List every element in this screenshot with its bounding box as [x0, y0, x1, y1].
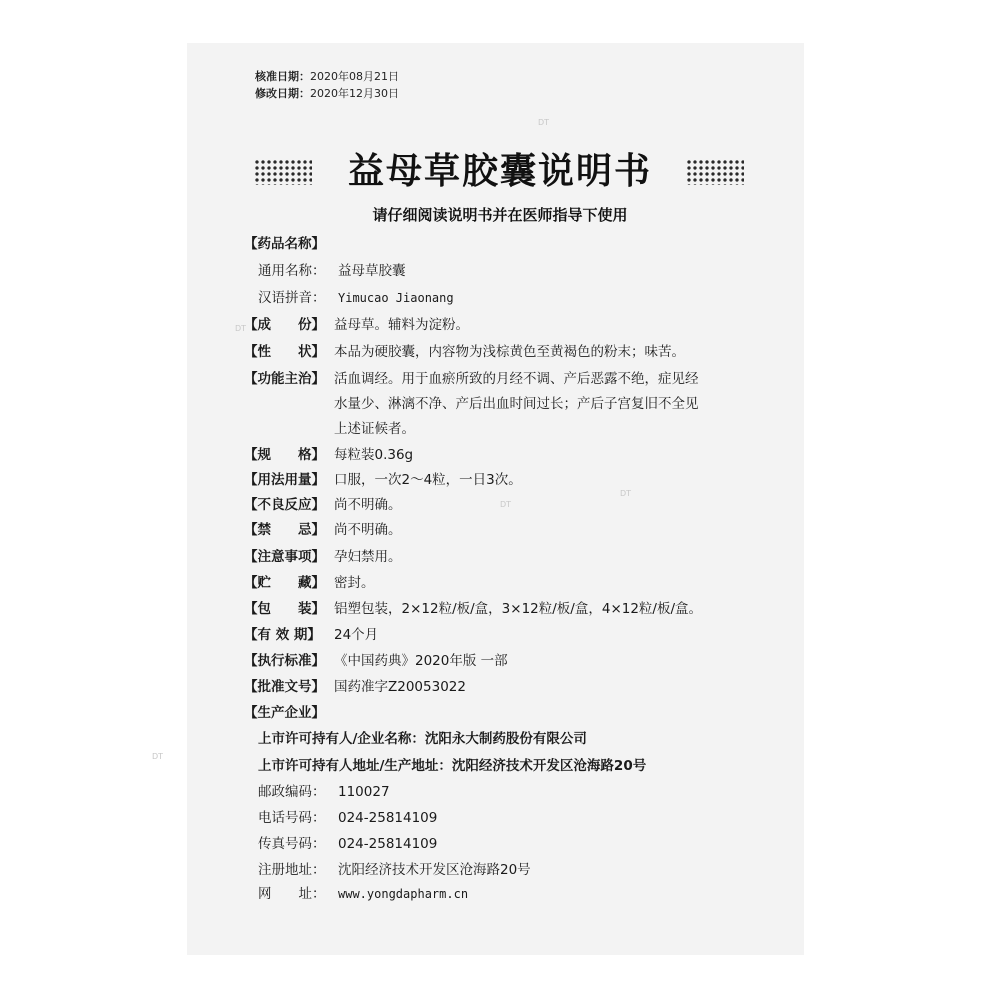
- revision-date: 修改日期：2020年12月30日: [255, 87, 399, 100]
- section-ingredients: 【成 份】 益母草。辅料为淀粉。: [244, 317, 469, 333]
- watermark: DT: [235, 324, 247, 333]
- manufacturer-registered-address: 注册地址： 沈阳经济技术开发区沧海路20号: [258, 862, 531, 878]
- watermark: DT: [620, 489, 632, 498]
- section-validity: 【有 效 期】 24个月: [244, 627, 379, 643]
- section-storage: 【贮 藏】 密封。: [244, 575, 375, 591]
- section-standard: 【执行标准】 《中国药典》2020年版 一部: [244, 653, 508, 669]
- watermark: DT: [152, 752, 164, 761]
- indications-continued-1: 水量少、淋漓不净、产后出血时间过长；产后子宫复旧不全见: [334, 396, 699, 412]
- watermark: DT: [500, 500, 512, 509]
- section-dosage: 【用法用量】 口服，一次2～4粒，一日3次。: [244, 472, 522, 488]
- watermark: DT: [538, 118, 550, 127]
- section-approval-number: 【批准文号】 国药准字Z20053022: [244, 679, 466, 695]
- section-indications: 【功能主治】 活血调经。用于血瘀所致的月经不调、产后恶露不绝，症见经: [244, 371, 699, 387]
- section-packaging: 【包 装】 铝塑包装，2×12粒/板/盒，3×12粒/板/盒，4×12粒/板/盒。: [244, 601, 703, 617]
- approval-date: 核准日期：2020年08月21日: [255, 70, 399, 83]
- section-specification: 【规 格】 每粒装0.36g: [244, 447, 414, 463]
- section-adverse-reactions: 【不良反应】 尚不明确。: [244, 497, 402, 513]
- section-precautions: 【注意事项】 孕妇禁用。: [244, 549, 402, 565]
- manufacturer-holder: 上市许可持有人/企业名称：沈阳永大制药股份有限公司: [258, 731, 587, 747]
- drug-name-header: 【药品名称】: [244, 236, 325, 252]
- manufacturer-header: 【生产企业】: [244, 705, 325, 721]
- manufacturer-postcode: 邮政编码： 110027: [258, 784, 390, 800]
- page-title: 益母草胶囊说明书: [347, 151, 652, 192]
- manufacturer-address: 上市许可持有人地址/生产地址：沈阳经济技术开发区沧海路20号: [258, 758, 647, 774]
- indications-continued-2: 上述证候者。: [334, 421, 415, 437]
- page-subtitle: 请仔细阅读说明书并在医师指导下使用: [372, 206, 628, 224]
- manufacturer-website: 网 址： www.yongdapharm.cn: [258, 886, 469, 902]
- pinyin-row: 汉语拼音： Yimucao Jiaonang: [258, 290, 454, 306]
- section-contraindications: 【禁 忌】 尚不明确。: [244, 522, 402, 538]
- manufacturer-phone: 电话号码： 024-25814109: [258, 810, 438, 826]
- section-description: 【性 状】 本品为硬胶囊，内容物为浅棕黄色至黄褐色的粉末；味苦。: [244, 344, 685, 360]
- common-name-row: 通用名称： 益母草胶囊: [258, 263, 406, 279]
- manufacturer-fax: 传真号码： 024-25814109: [258, 836, 438, 852]
